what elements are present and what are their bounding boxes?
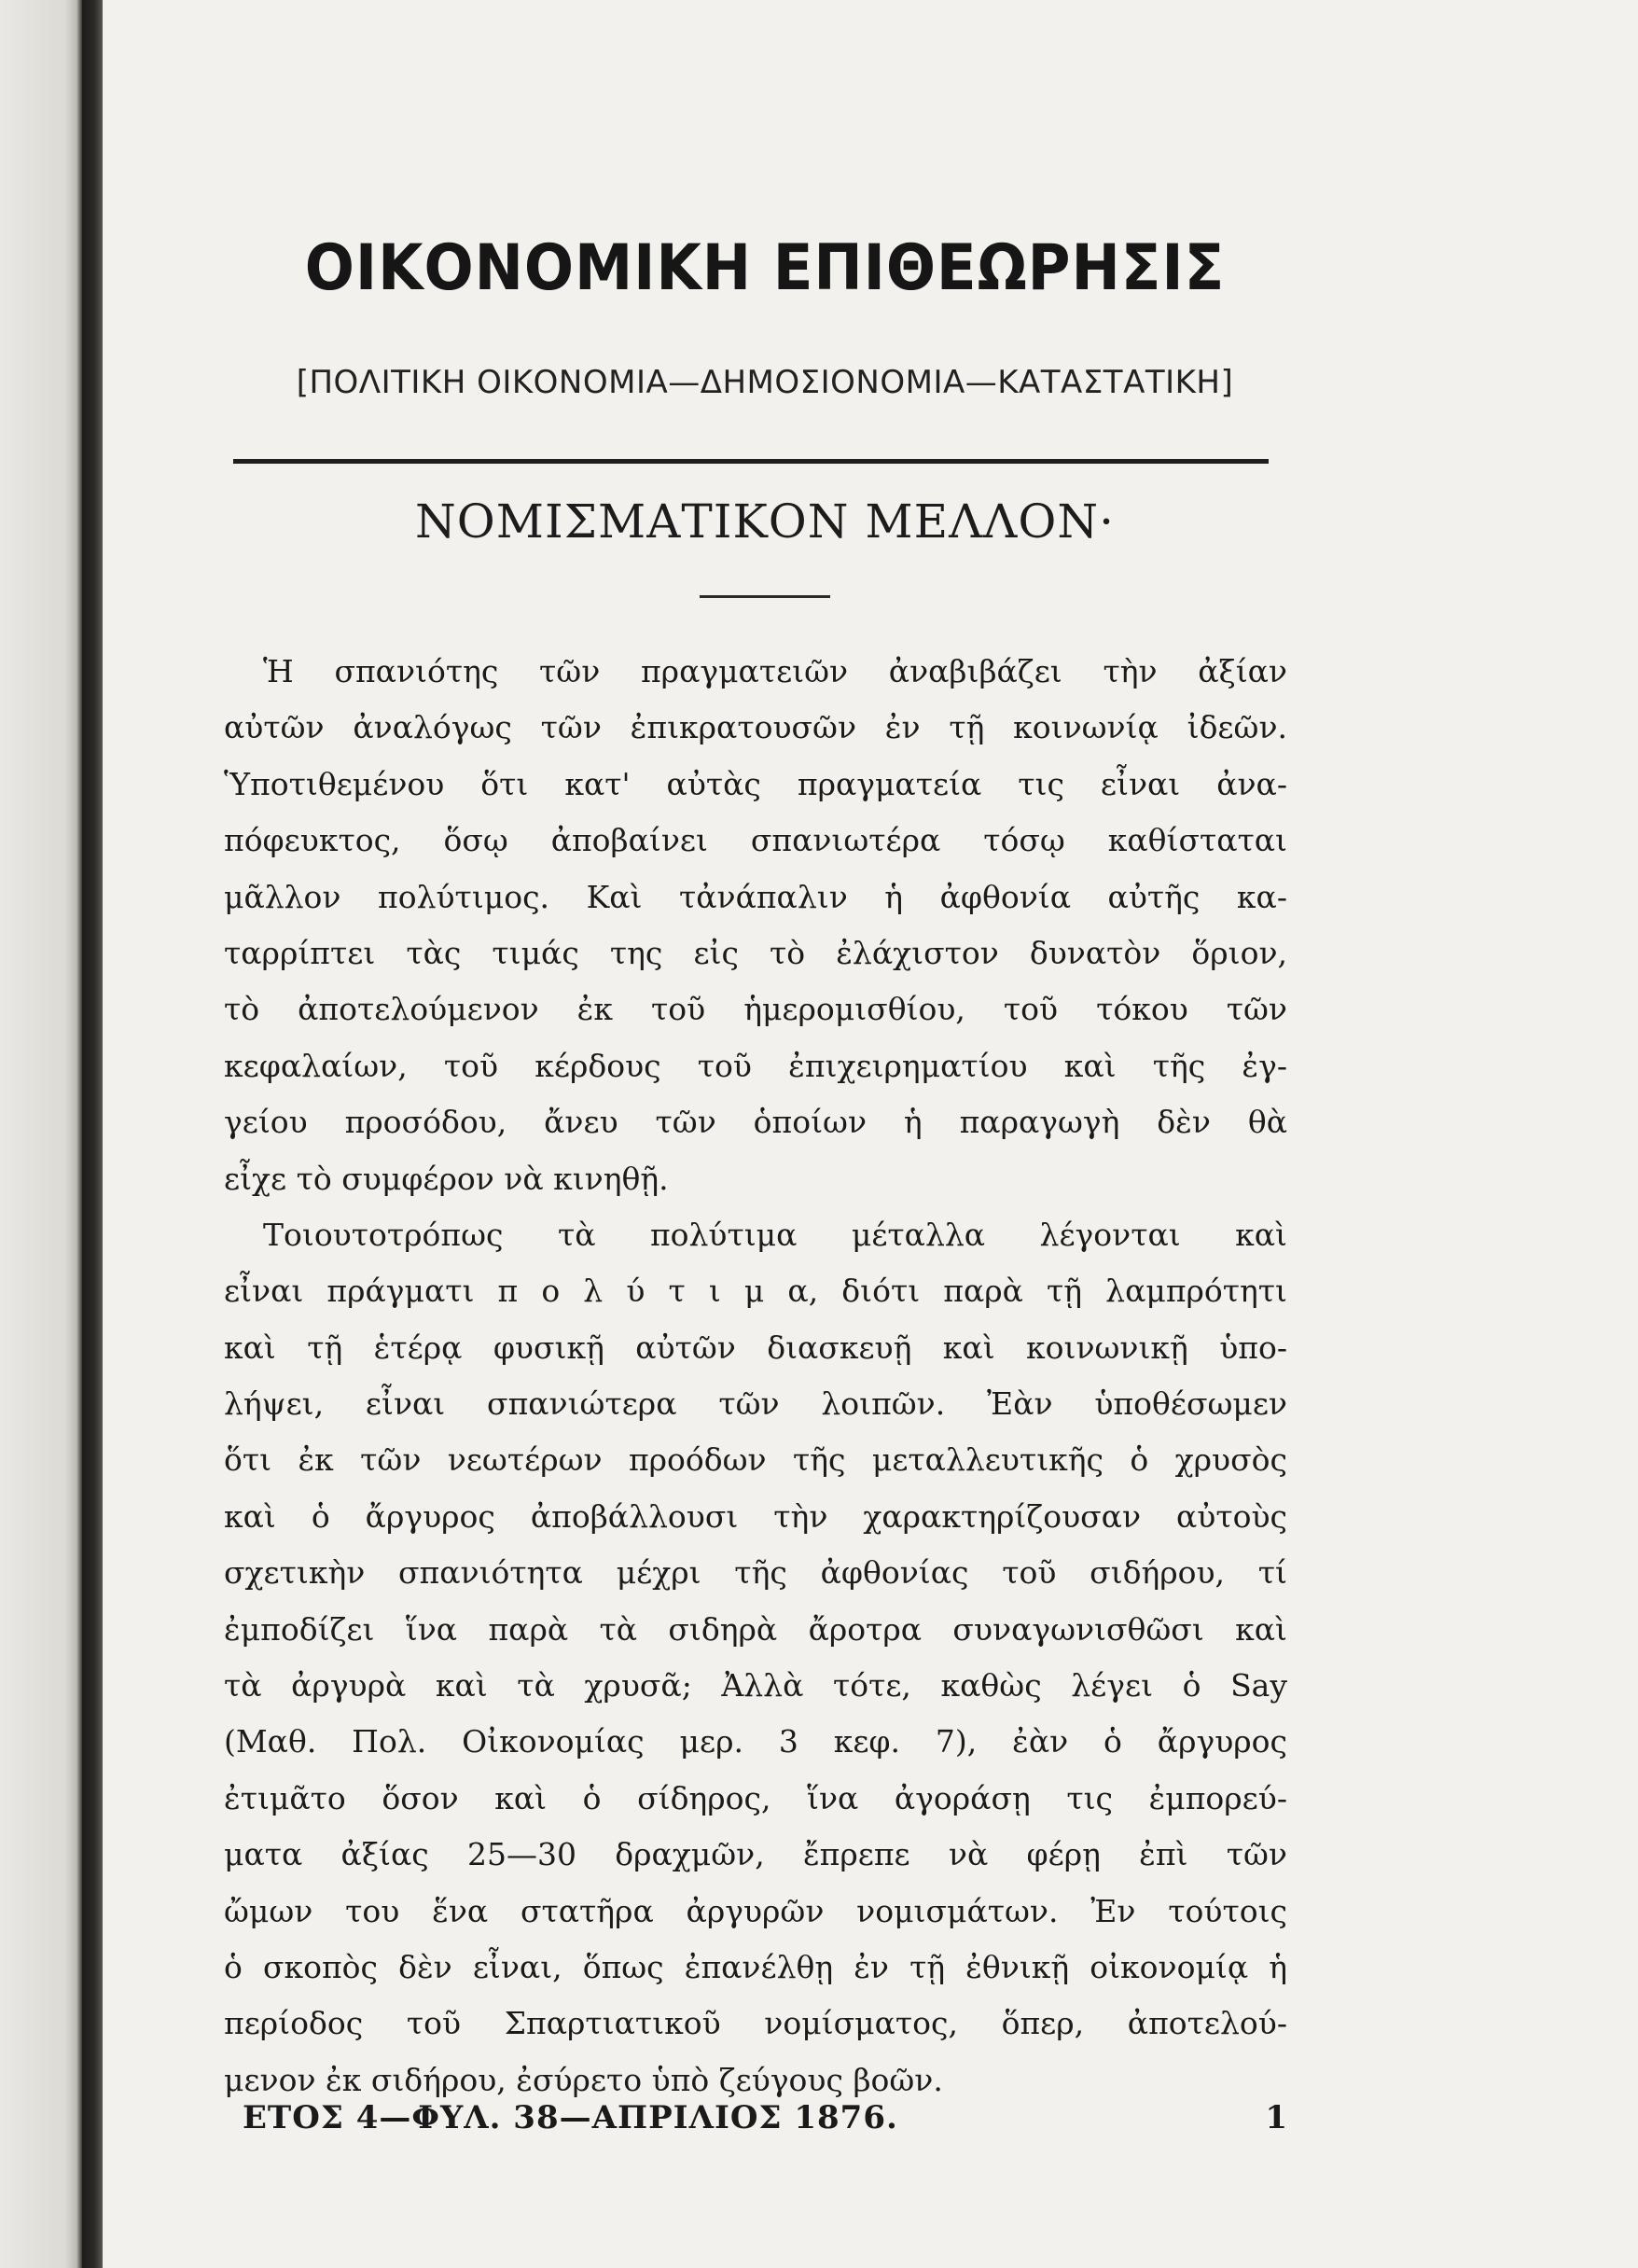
text-line: κεφαλαίων, τοῦ κέρδους τοῦ ἐπιχειρηματίου καὶ τῆς ἐγ- [224,1047,1287,1084]
text-line: τὰ ἀργυρὰ καὶ τὰ χρυσᾶ; Ἀλλὰ τότε, καθὼς λέγει ὁ Say [224,1667,1287,1704]
text-line: ματα ἀξίας 25—30 δραχμῶν, ἔπρεπε νὰ φέρῃ ἐπὶ τῶν [224,1836,1287,1873]
text-line: μᾶλλον πολύτιμος. Καὶ τἀνάπαλιν ἡ ἀφθονία αὐτῆς κα- [224,878,1287,915]
header-divider [233,459,1269,464]
issue-line: ΕΤΟΣ 4—ΦΥΛ. 38—ΑΠΡΙΛΙΟΣ 1876. [243,2099,898,2136]
text-line: γείου προσόδου, ἄνευ τῶν ὁποίων ἡ παραγωγὴ δὲν θὰ [224,1104,1287,1141]
paragraph-1 [224,644,1295,1207]
text-line: εἶχε τὸ συμφέρον νὰ κινηθῇ. [224,1160,669,1197]
text-line: Ἡ σπανιότης τῶν πραγματειῶν ἀναβιβάζει τὴν ἀξίαν [263,653,1287,689]
text-line: ἐμποδίζει ἵνα παρὰ τὰ σιδηρὰ ἄροτρα συναγωνισθῶσι καὶ [224,1610,1287,1648]
text-line: Τοιουτοτρόπως τὰ πολύτιμα μέταλλα λέγονται καὶ [263,1216,1287,1253]
text-line: (Μαθ. Πολ. Οἰκονομίας μερ. 3 κεφ. 7), ἐὰν ὁ ἄργυρος [224,1723,1287,1760]
article-body [224,644,1295,2108]
text-line: λήψει, εἶναι σπανιώτερα τῶν λοιπῶν. Ἐὰν ὑποθέσωμεν [224,1385,1287,1423]
text-line: Ὑποτιθεμένου ὅτι κατ' αὐτὰς πραγματεία τις εἶναι ἀνα- [224,765,1287,802]
title-divider [700,595,830,598]
text-line: ἐτιμᾶτο ὅσον καὶ ὁ σίδηρος, ἵνα ἀγοράσῃ τις ἐμπορεύ- [224,1779,1287,1816]
text-line: ὁ σκοπὸς δὲν εἶναι, ὅπως ἐπανέλθῃ ἐν τῇ ἐθνικῇ οἰκονομίᾳ ἡ [224,1948,1287,1985]
text-line: εἶναι πράγματι π ο λ ύ τ ι μ α, διότι παρὰ τῇ λαμπρότητι [224,1273,1287,1310]
signature-mark: 1 [1265,2099,1287,2136]
text-line: καὶ ὁ ἄργυρος ἀποβάλλουσι τὴν χαρακτηρίζουσαν αὐτοὺς [224,1497,1287,1535]
text-line: αὐτῶν ἀναλόγως τῶν ἐπικρατουσῶν ἐν τῇ κοινωνίᾳ ἰδεῶν. [224,709,1287,746]
text-line: πόφευκτος, ὅσῳ ἀποβαίνει σπανιωτέρα τόσῳ καθίσταται [224,822,1287,859]
text-line: περίοδος τοῦ Σπαρτιατικοῦ νομίσματος, ὅπερ, ἀποτελού- [224,2005,1287,2042]
journal-masthead: ΟΙΚΟΝΟΜΙΚΗ ΕΠΙΘΕΩΡΗΣΙΣ [304,231,1226,305]
text-line: μενον ἐκ σιδήρου, ἐσύρετο ὑπὸ ζεύγους βοῶν. [224,2061,943,2098]
text-line: ὤμων του ἕνα στατῆρα ἀργυρῶν νομισμάτων. Ἐν τούτοις [224,1892,1287,1929]
journal-subtitle: [ΠΟΛΙΤΙΚΗ ΟΙΚΟΝΟΜΙΑ—ΔΗΜΟΣΙΟΝΟΜΙΑ—ΚΑΤΑΣΤΑΤΙΚΗ] [296,364,1234,401]
document-page [224,0,1306,2268]
text-line: σχετικὴν σπανιότητα μέχρι τῆς ἀφθονίας τοῦ σιδήρου, τί [224,1554,1287,1592]
text-line: ταρρίπτει τὰς τιμάς της εἰς τὸ ἐλάχιστον δυνατὸν ὅριον, [224,934,1287,971]
book-spine-shadow [0,0,82,2268]
text-line: καὶ τῇ ἑτέρᾳ φυσικῇ αὐτῶν διασκευῇ καὶ κοινωνικῇ ὑπο- [224,1329,1287,1366]
book-gutter [82,0,103,2268]
text-line: τὸ ἀποτελούμενον ἐκ τοῦ ἡμερομισθίου, τοῦ τόκου τῶν [224,991,1287,1028]
text-line: ὅτι ἐκ τῶν νεωτέρων προόδων τῆς μεταλλευτικῆς ὁ χρυσὸς [224,1441,1287,1479]
page-footer [243,2099,1287,2146]
article-title: ΝΟΜΙΣΜΑΤΙΚΟΝ ΜΕΛΛΟΝ· [415,494,1115,549]
paragraph-2 [224,1207,1295,2108]
